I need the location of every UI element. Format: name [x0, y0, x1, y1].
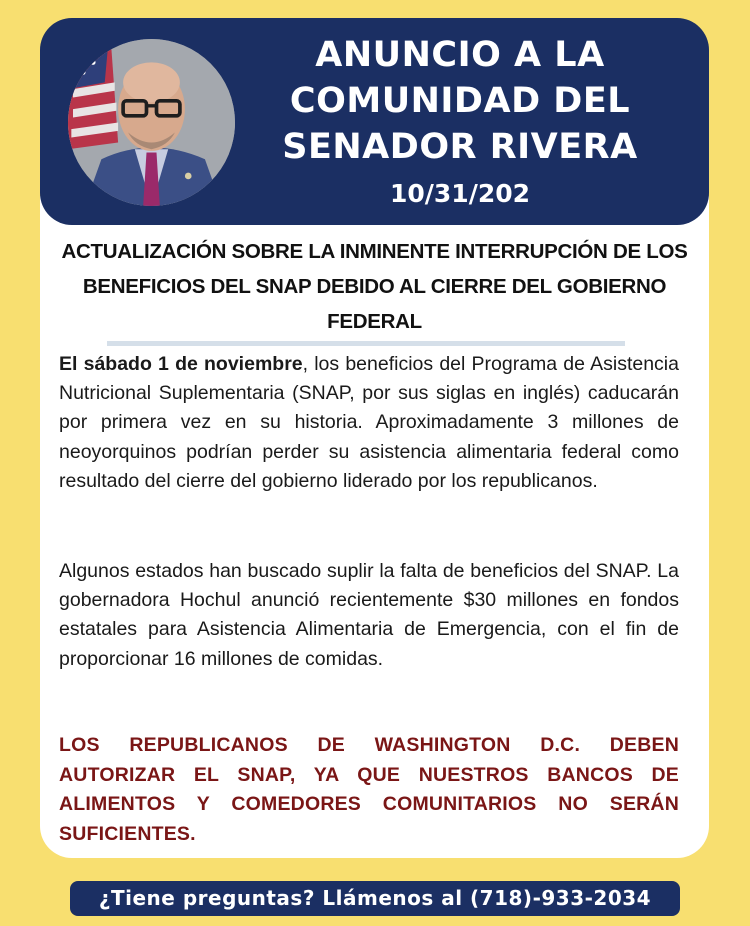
senator-photo: [68, 39, 235, 206]
headline: ACTUALIZACIÓN SOBRE LA INMINENTE INTERRUPCIÓN DE LOS BENEFICIOS DEL SNAP DEBIDO AL CIERRE DEL GOBIERNO FEDERAL: [61, 240, 688, 333]
paragraph-2: Algunos estados han buscado suplir la falta de beneficios del SNAP. La gobernadora Hochul anunció recientemente $30 millones en fondos estatales para Asistencia Alimentaria de Emergencia, con el fin de proporcionar 16 millones de comidas.: [59, 560, 679, 670]
announcement-date: 10/31/202: [389, 179, 531, 208]
paragraph-1-text: , los beneficios del Programa de Asistencia Nutricional Suplementaria (SNAP, por sus siglas en inglés) caducarán por primera vez en su historia. Aproximadamente 3 millones de neoyorquinos podrían perder su asistencia alimentaria federal como resultado del cierre del gobierno liderado por los republicanos.: [59, 353, 679, 492]
banner-title: ANUNCIO A LA COMUNIDAD DEL SENADOR RIVERA: [282, 35, 638, 167]
contact-banner: ¿Tiene preguntas? Llámenos al (718)-933-2034: [70, 881, 680, 916]
callout-text: LOS REPUBLICANOS DE WASHINGTON D.C. DEBEN AUTORIZAR EL SNAP, YA QUE NUESTROS BANCOS DE ALIMENTOS Y COMEDORES COMUNITARIOS NO SERÁN SUFICIENTES.: [59, 734, 679, 845]
divider: [107, 341, 625, 346]
portrait-image: [68, 39, 235, 206]
paragraph-1-bold: El sábado 1 de noviembre: [59, 353, 303, 375]
paragraph-1: [59, 350, 679, 496]
